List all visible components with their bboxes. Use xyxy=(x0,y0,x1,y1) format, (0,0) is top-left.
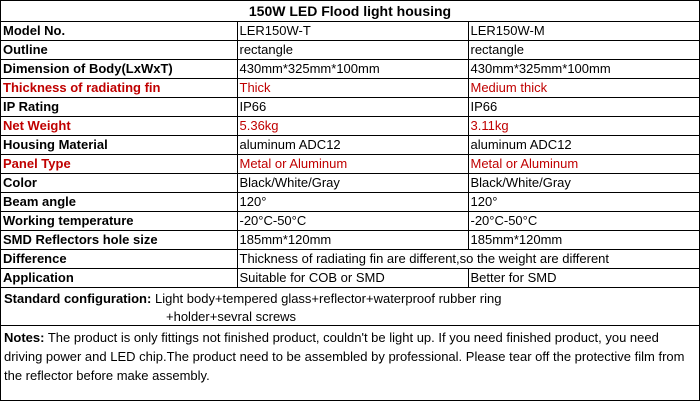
row-value-m: aluminum ADC12 xyxy=(468,136,699,155)
row-value-m: 430mm*325mm*100mm xyxy=(468,60,699,79)
standard-configuration xyxy=(1,288,699,326)
difference-text: Thickness of radiating fin are different,so the weight are different xyxy=(237,250,699,269)
row-label: Thickness of radiating fin xyxy=(1,79,237,98)
row-value-t: 5.36kg xyxy=(237,117,468,136)
spec-row-application xyxy=(1,269,699,288)
spec-row-outline xyxy=(1,41,699,60)
row-value-m: 120° xyxy=(468,193,699,212)
standard-line1: Light body+tempered glass+reflector+waterproof rubber ring xyxy=(154,291,502,306)
model-label: Model No. xyxy=(1,22,237,41)
spec-row-smd-reflectors-hole-size xyxy=(1,231,699,250)
row-value-m: rectangle xyxy=(468,41,699,60)
row-label: Working temperature xyxy=(1,212,237,231)
row-value-t: 430mm*325mm*100mm xyxy=(237,60,468,79)
row-label: Panel Type xyxy=(1,155,237,174)
row-value-t: IP66 xyxy=(237,98,468,117)
row-label: Dimension of Body(LxWxT) xyxy=(1,60,237,79)
row-label: Beam angle xyxy=(1,193,237,212)
spec-row-housing-material xyxy=(1,136,699,155)
row-value-t: 120° xyxy=(237,193,468,212)
row-label: Color xyxy=(1,174,237,193)
spec-row-net-weight xyxy=(1,117,699,136)
spec-row-difference xyxy=(1,250,699,269)
row-value-t: Thick xyxy=(237,79,468,98)
spec-row-dimension-of-body-lxwxt xyxy=(1,60,699,79)
row-value-t: Black/White/Gray xyxy=(237,174,468,193)
row-value-t: rectangle xyxy=(237,41,468,60)
spec-row-color xyxy=(1,174,699,193)
spec-row-thickness-of-radiating-fin xyxy=(1,79,699,98)
row-value-m: -20°C-50°C xyxy=(468,212,699,231)
spec-row-panel-type xyxy=(1,155,699,174)
row-label: Outline xyxy=(1,41,237,60)
model-col1: LER150W-T xyxy=(237,22,468,41)
application-value-m: Better for SMD xyxy=(468,269,699,288)
row-value-m: IP66 xyxy=(468,98,699,117)
spec-row-ip-rating xyxy=(1,98,699,117)
notes-block xyxy=(1,326,699,385)
application-value-t: Suitable for COB or SMD xyxy=(237,269,468,288)
sheet-title: 150W LED Flood light housing xyxy=(1,1,699,22)
row-label: SMD Reflectors hole size xyxy=(1,231,237,250)
model-col2: LER150W-M xyxy=(468,22,699,41)
row-value-m: Metal or Aluminum xyxy=(468,155,699,174)
row-label: Net Weight xyxy=(1,117,237,136)
row-value-t: -20°C-50°C xyxy=(237,212,468,231)
row-value-t: Metal or Aluminum xyxy=(237,155,468,174)
application-label: Application xyxy=(1,269,237,288)
spec-table xyxy=(1,22,699,288)
row-value-m: 3.11kg xyxy=(468,117,699,136)
row-value-t: 185mm*120mm xyxy=(237,231,468,250)
notes-text: The product is only fittings not finished product, couldn't be light up. If you need finished product, you need driving power and LED chip.The product need to be assembled by professional. Please tear off the protective film from the reflector before make assembly. xyxy=(4,330,685,383)
row-label: Housing Material xyxy=(1,136,237,155)
spec-row-working-temperature xyxy=(1,212,699,231)
header-row xyxy=(1,22,699,41)
row-label: IP Rating xyxy=(1,98,237,117)
row-value-m: Black/White/Gray xyxy=(468,174,699,193)
row-value-t: aluminum ADC12 xyxy=(237,136,468,155)
standard-label: Standard configuration: xyxy=(4,291,152,306)
row-value-m: Medium thick xyxy=(468,79,699,98)
row-value-m: 185mm*120mm xyxy=(468,231,699,250)
spec-row-beam-angle xyxy=(1,193,699,212)
notes-label: Notes: xyxy=(4,330,45,345)
difference-label: Difference xyxy=(1,250,237,269)
standard-line2: +holder+sevral screws xyxy=(166,309,297,324)
